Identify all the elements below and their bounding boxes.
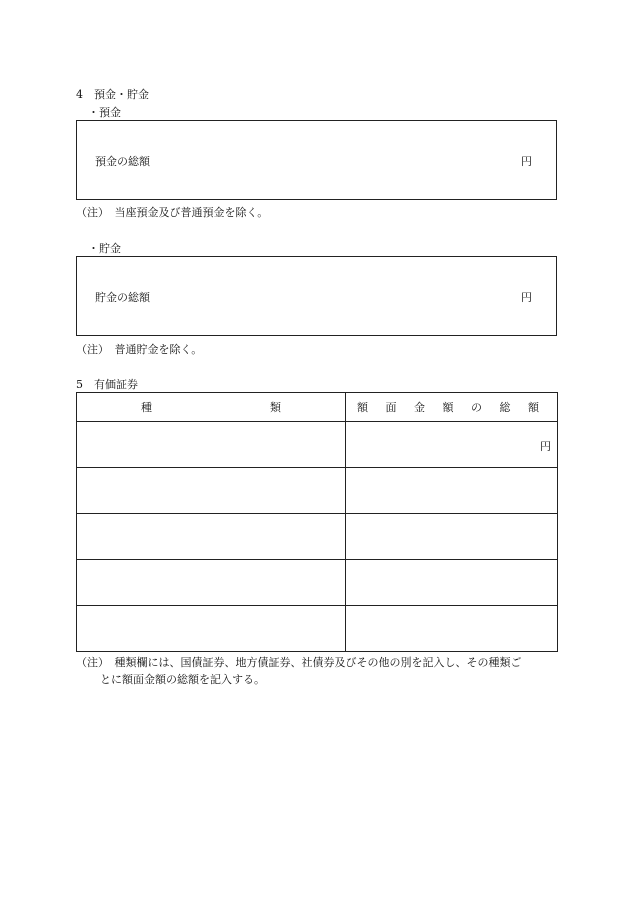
table-row bbox=[77, 422, 558, 468]
face-value-cell[interactable] bbox=[346, 514, 558, 560]
type-cell[interactable] bbox=[77, 422, 346, 468]
savings-unit: 円 bbox=[521, 291, 532, 304]
face-value-cell[interactable] bbox=[346, 606, 558, 652]
section-5-heading: 5 有価証券 bbox=[76, 378, 138, 391]
face-value-cell[interactable] bbox=[346, 468, 558, 514]
table-row bbox=[77, 606, 558, 652]
face-value-unit: 円 bbox=[540, 440, 551, 453]
type-cell[interactable] bbox=[77, 560, 346, 606]
face-value-cell[interactable] bbox=[346, 560, 558, 606]
type-header-char-1: 種 bbox=[141, 401, 152, 414]
securities-note-line-1: （注） 種類欄には、国債証券、地方債証券、社債券及びその他の別を記入し、その種類ご bbox=[76, 656, 522, 669]
deposit-unit: 円 bbox=[521, 155, 532, 168]
deposit-total-label: 預金の総額 bbox=[95, 155, 150, 168]
type-column-header bbox=[77, 393, 346, 422]
type-header-char-2: 類 bbox=[270, 401, 281, 414]
face-value-cell[interactable] bbox=[346, 422, 558, 468]
section-4-heading: 4 預金・貯金 bbox=[76, 88, 149, 101]
table-row bbox=[77, 468, 558, 514]
type-cell[interactable] bbox=[77, 514, 346, 560]
savings-box bbox=[76, 256, 557, 336]
securities-note-line-2: とに額面金額の総額を記入する。 bbox=[100, 673, 265, 686]
table-row bbox=[77, 560, 558, 606]
deposit-box bbox=[76, 120, 557, 200]
securities-table bbox=[76, 392, 558, 652]
savings-subheading: ・貯金 bbox=[88, 242, 121, 255]
type-cell[interactable] bbox=[77, 468, 346, 514]
savings-total-label: 貯金の総額 bbox=[95, 291, 150, 304]
face-value-column-header: 額 面 金 額 の 総 額 bbox=[346, 393, 558, 422]
savings-note: （注） 普通貯金を除く。 bbox=[76, 343, 203, 356]
table-row bbox=[77, 514, 558, 560]
table-header-row bbox=[77, 393, 558, 422]
type-cell[interactable] bbox=[77, 606, 346, 652]
deposit-subheading: ・預金 bbox=[88, 106, 121, 119]
deposit-note: （注） 当座預金及び普通預金を除く。 bbox=[76, 206, 269, 219]
